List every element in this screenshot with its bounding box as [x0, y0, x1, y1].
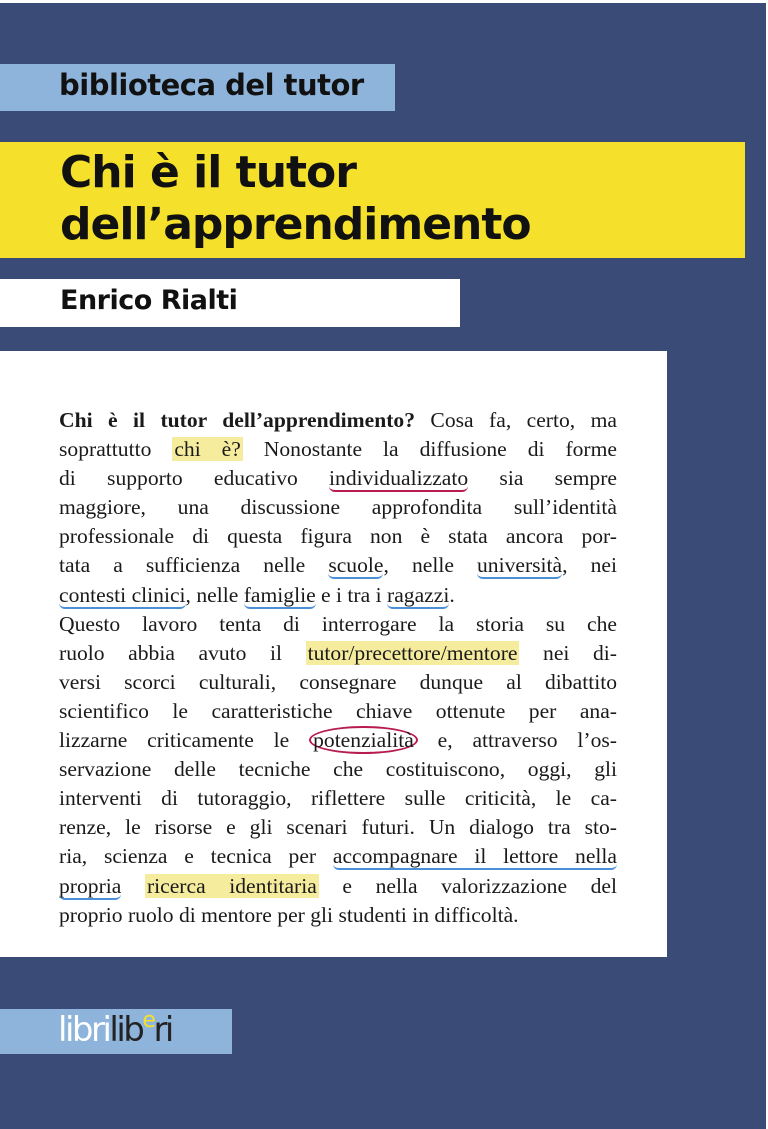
blurb-line [59, 581, 617, 610]
blurb-line: renze, le risorse e gli scenari futuri. Un dialogo tra sto- [59, 815, 617, 840]
blurb-line [59, 406, 617, 435]
blurb-line: proprio ruolo di mentore per gli studenti in difficoltà. [59, 902, 519, 927]
blurb-line [59, 464, 617, 493]
logo-part-2: lib [109, 1010, 143, 1050]
underline-blue: accompagnare il lettore nella [332, 844, 617, 869]
logo-wordmark [58, 1010, 172, 1050]
blurb-segment: di supporto educativo [59, 466, 330, 491]
blurb-segment: e i tra i [315, 582, 388, 607]
underline-blue: contesti clinici [59, 582, 186, 607]
underline-blue: università [476, 553, 563, 578]
blurb-lead: Chi è il tutor dell’apprendimento? [59, 408, 416, 432]
underline-red: individualizzato [329, 466, 469, 491]
author-banner [0, 279, 460, 327]
blurb-segment: , nei [562, 553, 617, 578]
blurb-line [59, 639, 617, 668]
blurb-segment: ria, scienza e tecnica per [59, 844, 333, 869]
blurb-segment: sia sempre [468, 466, 617, 491]
logo-part-3: e [142, 1008, 154, 1033]
underline-blue: famiglie [243, 582, 316, 607]
series-name: biblioteca del tutor [59, 68, 364, 102]
blurb-segment: , nelle [185, 582, 244, 607]
blurb-line: professionale di questa figura non è stata ancora por- [59, 524, 617, 549]
blurb-segment: ruolo abbia avuto il [59, 640, 306, 665]
blurb-segment: e, attraverso l’os- [417, 728, 617, 753]
highlight: tutor/precettore/mentore [307, 640, 518, 665]
author-name: Enrico Rialti [60, 285, 238, 316]
blurb-segment: nei di- [519, 640, 617, 665]
blurb-line: versi scorci culturali, consegnare dunque al dibattito [59, 669, 617, 694]
title-banner [0, 142, 745, 258]
blurb-line: interventi di tutoraggio, riflettere sulle criticità, le ca- [59, 786, 617, 811]
blurb-segment: , nelle [383, 553, 477, 578]
blurb-line: servazione delle tecniche che costituiscono, oggi, gli [59, 757, 617, 782]
underline-blue: propria [59, 873, 122, 898]
blurb-segment: soprattutto [59, 437, 173, 462]
blurb-segment: lizzarne criticamente le [59, 728, 310, 753]
blurb-line [59, 872, 617, 901]
blurb-line [59, 726, 617, 755]
blurb-line: scientifico le caratteristiche chiave ottenute per ana- [59, 698, 617, 723]
publisher-logo [0, 1009, 232, 1054]
blurb-segment [121, 874, 145, 898]
blurb-text [59, 406, 617, 930]
blurb-line: maggiore, una discussione approfondita sull’identità [59, 495, 617, 520]
highlight: ricerca identitaria [146, 873, 317, 898]
underline-blue: ragazzi [387, 582, 450, 607]
book-title-line1: Chi è il tutor [60, 147, 356, 198]
highlight: chi è? [174, 437, 241, 462]
blurb-line [59, 842, 617, 871]
blurb-segment: Cosa fa, certo, ma [415, 408, 617, 432]
blurb-line: Questo lavoro tenta di interrogare la storia su che [59, 611, 617, 636]
logo-part-1: libri [58, 1010, 110, 1050]
blurb-segment: tata a sufficienza nelle [59, 553, 329, 578]
blurb-segment: Nonostante la diffusione di forme [242, 437, 617, 462]
blurb-line [59, 551, 617, 580]
blurb-segment: e nella valorizzazione del [318, 873, 617, 898]
underline-blue: scuole [328, 553, 384, 578]
circled-word: potenzialità [309, 726, 418, 754]
logo-part-4: ri [153, 1010, 172, 1050]
series-banner [0, 64, 395, 111]
book-title-line2: dell’apprendimento [60, 199, 531, 250]
blurb-line [59, 435, 617, 464]
blurb-segment: . [449, 582, 455, 607]
